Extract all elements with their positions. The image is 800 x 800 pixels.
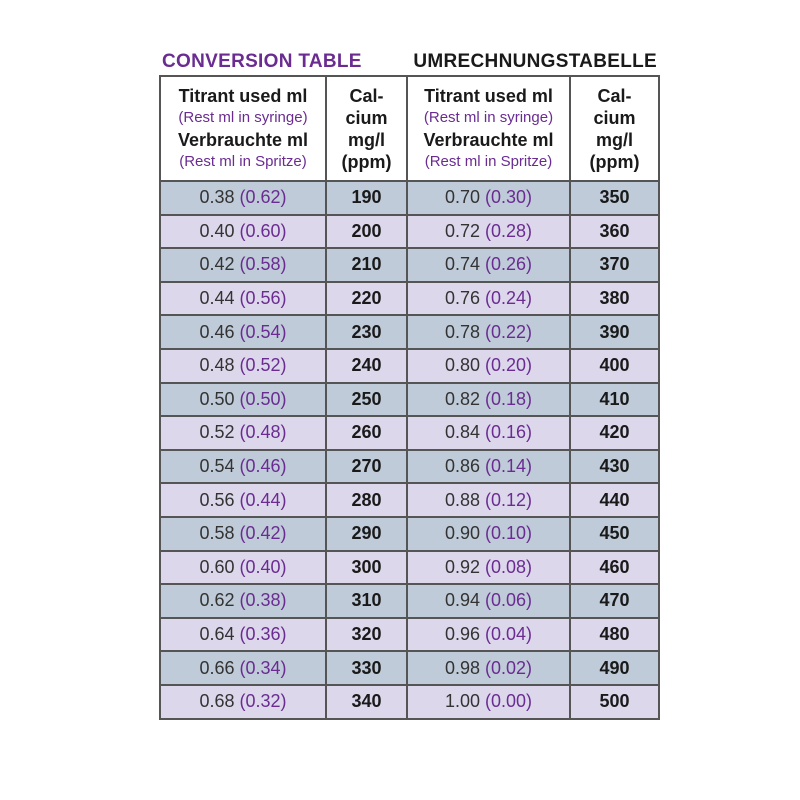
titrant-used-cell [160, 651, 326, 685]
titrant-used-cell [160, 551, 326, 585]
table-row [160, 517, 659, 551]
header-calcium-line4: (ppm) [589, 151, 640, 172]
used-ml: 0.78 [444, 321, 480, 342]
calcium-value: 270 [326, 450, 407, 484]
calcium-value: 500 [570, 685, 659, 719]
calcium-value: 370 [570, 248, 659, 282]
calcium-value: 490 [570, 651, 659, 685]
titrant-used-cell [160, 383, 326, 417]
titrant-used-cell [160, 450, 326, 484]
table-row [160, 584, 659, 618]
used-ml: 0.48 [199, 355, 235, 376]
calcium-value: 260 [326, 416, 407, 450]
header-calcium-line2: cium [593, 107, 636, 128]
titrant-used-cell [407, 282, 570, 316]
used-ml: 0.44 [199, 288, 235, 309]
titrant-used-cell [160, 483, 326, 517]
header-calcium-line4: (ppm) [341, 151, 392, 172]
used-ml: 1.00 [444, 691, 480, 712]
titrant-used-cell [407, 584, 570, 618]
table-row [160, 248, 659, 282]
titrant-used-cell [407, 383, 570, 417]
table-row [160, 685, 659, 719]
used-ml: 0.42 [199, 254, 235, 275]
used-ml: 0.66 [199, 657, 235, 678]
table-row [160, 215, 659, 249]
rest-ml: (0.42) [239, 523, 287, 544]
rest-ml: (0.32) [239, 691, 287, 712]
rest-ml: (0.22) [485, 321, 533, 342]
header-calcium-line2: cium [345, 107, 388, 128]
used-ml: 0.68 [199, 691, 235, 712]
header-rest-de: (Rest ml in Spritze) [424, 152, 553, 170]
used-ml: 0.56 [199, 489, 235, 510]
header-titrant-left [160, 76, 326, 181]
calcium-value: 410 [570, 383, 659, 417]
calcium-value: 300 [326, 551, 407, 585]
calcium-value: 470 [570, 584, 659, 618]
titrant-used-cell [160, 618, 326, 652]
titrant-used-cell [160, 315, 326, 349]
calcium-value: 290 [326, 517, 407, 551]
calcium-value: 220 [326, 282, 407, 316]
rest-ml: (0.02) [485, 657, 533, 678]
rest-ml: (0.20) [485, 355, 533, 376]
table-row [160, 416, 659, 450]
header-row [160, 76, 659, 181]
titrant-used-cell [407, 450, 570, 484]
calcium-value: 450 [570, 517, 659, 551]
rest-ml: (0.14) [485, 456, 533, 477]
used-ml: 0.96 [444, 624, 480, 645]
titrant-used-cell [407, 651, 570, 685]
used-ml: 0.82 [444, 388, 480, 409]
calcium-value: 340 [326, 685, 407, 719]
titrant-used-cell [160, 181, 326, 215]
titrant-used-cell [407, 349, 570, 383]
used-ml: 0.58 [199, 523, 235, 544]
used-ml: 0.60 [199, 556, 235, 577]
used-ml: 0.92 [444, 556, 480, 577]
table-row [160, 551, 659, 585]
rest-ml: (0.24) [485, 288, 533, 309]
titrant-used-cell [160, 517, 326, 551]
header-calcium-left [326, 76, 407, 181]
calcium-value: 350 [570, 181, 659, 215]
rest-ml: (0.00) [485, 691, 533, 712]
table-row [160, 349, 659, 383]
rest-ml: (0.36) [239, 624, 287, 645]
titrant-used-cell [407, 315, 570, 349]
calcium-value: 250 [326, 383, 407, 417]
table-titles [160, 51, 660, 75]
rest-ml: (0.34) [239, 657, 287, 678]
rest-ml: (0.58) [239, 254, 287, 275]
titrant-used-cell [407, 551, 570, 585]
calcium-value: 230 [326, 315, 407, 349]
header-titrant-en: Titrant used ml [178, 85, 308, 106]
calcium-value: 190 [326, 181, 407, 215]
used-ml: 0.70 [444, 187, 480, 208]
header-rest-de: (Rest ml in Spritze) [179, 152, 307, 170]
header-titrant-en: Titrant used ml [424, 85, 553, 106]
rest-ml: (0.60) [239, 220, 287, 241]
used-ml: 0.80 [444, 355, 480, 376]
header-titrant-de: Verbrauchte ml [177, 129, 309, 150]
rest-ml: (0.38) [239, 590, 287, 611]
rest-ml: (0.52) [239, 355, 287, 376]
used-ml: 0.90 [444, 523, 480, 544]
title-german: UMRECHNUNGSTABELLE [413, 51, 657, 72]
title-english: CONVERSION TABLE [162, 51, 362, 72]
rest-ml: (0.62) [239, 187, 287, 208]
used-ml: 0.52 [199, 422, 235, 443]
used-ml: 0.50 [199, 388, 235, 409]
used-ml: 0.46 [199, 321, 235, 342]
rest-ml: (0.26) [485, 254, 533, 275]
rest-ml: (0.18) [485, 388, 533, 409]
calcium-value: 430 [570, 450, 659, 484]
calcium-value: 420 [570, 416, 659, 450]
titrant-used-cell [407, 618, 570, 652]
conversion-table [159, 75, 660, 720]
calcium-value: 440 [570, 483, 659, 517]
rest-ml: (0.30) [485, 187, 533, 208]
titrant-used-cell [160, 282, 326, 316]
titrant-used-cell [160, 416, 326, 450]
header-calcium-line3: mg/l [347, 129, 385, 150]
rest-ml: (0.06) [485, 590, 533, 611]
calcium-value: 480 [570, 618, 659, 652]
titrant-used-cell [160, 349, 326, 383]
table-row [160, 651, 659, 685]
table-row [160, 282, 659, 316]
titrant-used-cell [160, 685, 326, 719]
titrant-used-cell [407, 483, 570, 517]
header-titrant-de: Verbrauchte ml [423, 129, 554, 150]
used-ml: 0.64 [199, 624, 235, 645]
table-body [160, 181, 659, 719]
header-rest-en: (Rest ml in syringe) [178, 108, 308, 126]
calcium-value: 320 [326, 618, 407, 652]
used-ml: 0.74 [444, 254, 480, 275]
header-calcium-line3: mg/l [595, 129, 633, 150]
rest-ml: (0.54) [239, 321, 287, 342]
used-ml: 0.54 [199, 456, 235, 477]
calcium-value: 210 [326, 248, 407, 282]
header-calcium-right [570, 76, 659, 181]
rest-ml: (0.16) [485, 422, 533, 443]
header-calcium-line1: Cal- [597, 85, 632, 106]
used-ml: 0.98 [444, 657, 480, 678]
calcium-value: 400 [570, 349, 659, 383]
table-row [160, 483, 659, 517]
rest-ml: (0.10) [485, 523, 533, 544]
table-row [160, 383, 659, 417]
calcium-value: 460 [570, 551, 659, 585]
titrant-used-cell [407, 248, 570, 282]
table-row [160, 315, 659, 349]
calcium-value: 380 [570, 282, 659, 316]
header-calcium-line1: Cal- [349, 85, 384, 106]
rest-ml: (0.50) [239, 388, 287, 409]
used-ml: 0.94 [444, 590, 480, 611]
used-ml: 0.84 [444, 422, 480, 443]
titrant-used-cell [407, 181, 570, 215]
rest-ml: (0.40) [239, 556, 287, 577]
header-titrant-right [407, 76, 570, 181]
rest-ml: (0.48) [239, 422, 287, 443]
calcium-value: 390 [570, 315, 659, 349]
calcium-value: 200 [326, 215, 407, 249]
rest-ml: (0.08) [485, 556, 533, 577]
rest-ml: (0.12) [485, 489, 533, 510]
rest-ml: (0.04) [485, 624, 533, 645]
used-ml: 0.62 [199, 590, 235, 611]
calcium-value: 280 [326, 483, 407, 517]
titrant-used-cell [160, 248, 326, 282]
calcium-value: 310 [326, 584, 407, 618]
titrant-used-cell [407, 517, 570, 551]
rest-ml: (0.56) [239, 288, 287, 309]
titrant-used-cell [160, 215, 326, 249]
used-ml: 0.88 [444, 489, 480, 510]
table-row [160, 450, 659, 484]
header-rest-en: (Rest ml in syringe) [423, 108, 554, 126]
used-ml: 0.72 [444, 220, 480, 241]
titrant-used-cell [407, 215, 570, 249]
table-row [160, 618, 659, 652]
titrant-used-cell [407, 416, 570, 450]
used-ml: 0.38 [199, 187, 235, 208]
used-ml: 0.86 [444, 456, 480, 477]
calcium-value: 360 [570, 215, 659, 249]
titrant-used-cell [160, 584, 326, 618]
rest-ml: (0.44) [239, 489, 287, 510]
table-row [160, 181, 659, 215]
used-ml: 0.76 [444, 288, 480, 309]
rest-ml: (0.28) [485, 220, 533, 241]
calcium-value: 240 [326, 349, 407, 383]
used-ml: 0.40 [199, 220, 235, 241]
calcium-value: 330 [326, 651, 407, 685]
rest-ml: (0.46) [239, 456, 287, 477]
titrant-used-cell [407, 685, 570, 719]
